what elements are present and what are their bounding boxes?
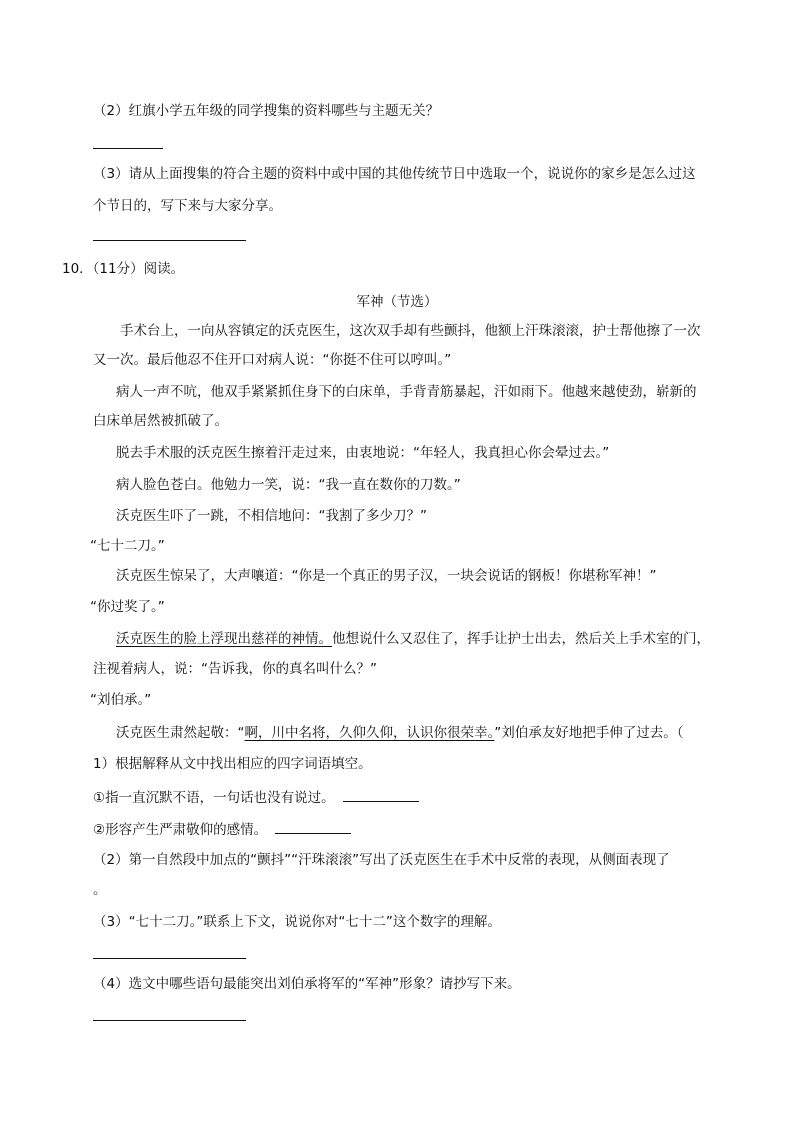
q10-sub1-b [93,819,351,839]
passage-p2-line2: 白床单居然被抓破了。 [93,413,228,429]
passage-p4: 病人脸色苍白。他勉力一笑，说：“我一直在数你的刀数。” [116,477,461,493]
passage-p3: 脱去手术服的沃克医生擦着汗走过来，由衷地说：“年轻人，我真担心你会晕过去。” [116,445,610,461]
passage-p11-underlined: 啊，川中名将，久仰久仰，认识你很荣幸。 [244,725,495,741]
passage-p9-rest: 他想说什么又忍住了，挥手让护士出去，然后关上手术室的门， [332,631,710,647]
q10-sub2-line1: （2）第一自然段中加点的“颤抖”“汗珠滚滚”写出了沃克医生在手术中反常的表现，从侧面表现了 [93,852,670,868]
passage-p9-underlined: 沃克医生的脸上浮现出慈祥的神情。 [116,631,332,647]
q10-sub1-a [93,787,419,807]
q9-sub3-answer-line[interactable] [93,240,246,241]
passage-p5: 沃克医生吓了一跳，不相信地问：“我割了多少刀？” [116,508,427,524]
passage-p6: “七十二刀。” [90,538,165,554]
passage-p2-line1: 病人一声不吭，他双手紧紧抓住身下的白床单，手背青筋暴起，汗如雨下。他越来越使劲，崭新的 [116,384,697,400]
passage-p1-line1: 手术台上，一向从容镇定的沃克医生，这次双手却有些颤抖，他额上汗珠滚滚，护士帮他擦了一次 [120,323,701,339]
passage-p7: 沃克医生惊呆了，大声嚷道：“你是一个真正的男子汉，一块会说话的钢板！你堪称军神！” [116,568,657,584]
q10-sub4-text: （4）选文中哪些语句最能突出刘伯承将军的“军神”形象？请抄写下来。 [93,976,521,992]
passage-p8: “你过奖了。” [90,599,165,615]
q10-sub2-line2: 。 [93,882,107,898]
q10-sub1-a-text: ①指一直沉默不语，一句话也没有说过。 [93,790,335,806]
q9-sub3-text-line1: （3）请从上面搜集的符合主题的资料中或中国的其他传统节日中选取一个，说说你的家乡是怎么过这 [93,166,696,182]
q10-sub3-text: （3）“七十二刀。”联系上下文，说说你对“七十二”这个数字的理解。 [93,914,501,930]
passage-p11-pre: 沃克医生肃然起敬：“ [116,725,245,741]
q9-sub3-text-line2: 个节日的，写下来与大家分享。 [93,198,282,214]
q10-sub1-b-answer-line[interactable] [275,819,351,834]
q9-sub2-answer-line[interactable] [93,148,163,149]
passage-p9-line1 [116,630,710,648]
q10-sub1-a-answer-line[interactable] [343,787,419,802]
q10-sub3-answer-line[interactable] [93,958,246,959]
q10-sub1-b-text: ②形容产生严肃敬仰的感情。 [93,822,268,838]
passage-p1-line2: 又一次。最后他忍不住开口对病人说：“你挺不住可以哼叫。” [93,352,452,368]
passage-p11-post: ”刘伯承友好地把手伸了过去。（ [494,725,684,741]
q10-sub1-intro: 1）根据解释从文中找出相应的四字词语填空。 [93,756,372,772]
passage-p10: “刘伯承。” [90,692,152,708]
passage-title: 军神（节选） [356,294,438,310]
q10-sub4-answer-line[interactable] [93,1020,246,1021]
q9-sub2-text: （2）红旗小学五年级的同学搜集的资料哪些与主题无关？ [93,103,440,119]
passage-p9-line2: 注视着病人，说：“告诉我，你的真名叫什么？” [93,661,377,677]
q10-header: 10．（11分）阅读。 [62,261,185,277]
passage-p11 [116,724,684,742]
